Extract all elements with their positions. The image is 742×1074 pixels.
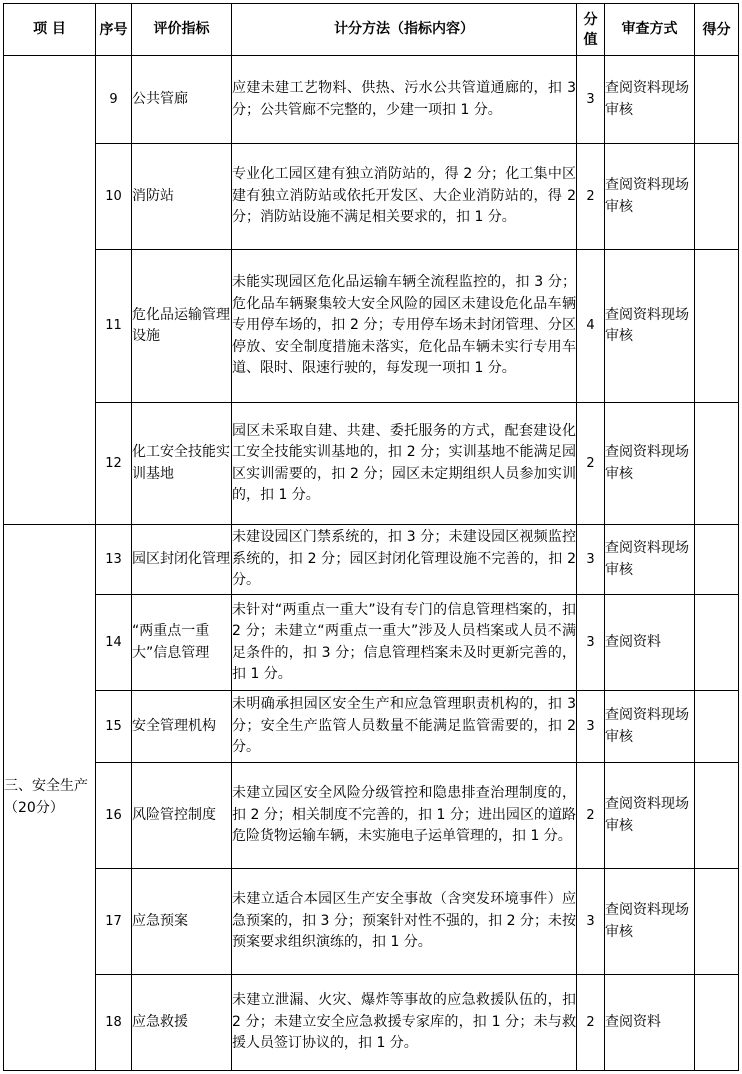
row-got [695, 691, 739, 763]
row-got [695, 975, 739, 1071]
row-method: 园区未采取自建、共建、委托服务的方式，配套建设化工安全技能实训基地的，扣 2 分；实训基地不能满足园区实训需要的，扣 2 分；园区未定期组织人员参加实训的，扣 1 分。 [232, 403, 577, 525]
row-no: 15 [96, 691, 132, 763]
row-review: 查阅资料现场审核 [605, 691, 695, 763]
row-score: 3 [577, 525, 605, 595]
row-indicator: 危化品运输管理设施 [132, 250, 232, 403]
row-indicator: 消防站 [132, 144, 232, 250]
header-method: 计分方法（指标内容） [232, 4, 577, 56]
row-method: 应建未建工艺物料、供热、污水公共管道通廊的，扣 3 分；公共管廊不完整的，少建一项扣 1 分。 [232, 56, 577, 144]
row-score: 2 [577, 975, 605, 1071]
row-method: 专业化工园区建有独立消防站的，得 2 分；化工集中区建有独立消防站或依托开发区、大企业消防站的，得 2 分；消防站设施不满足相关要求的，扣 1 分。 [232, 144, 577, 250]
header-review: 审查方式 [605, 4, 695, 56]
row-no: 17 [96, 869, 132, 975]
row-no: 9 [96, 56, 132, 144]
row-got [695, 763, 739, 869]
row-score: 3 [577, 56, 605, 144]
row-review: 查阅资料 [605, 595, 695, 691]
row-got [695, 525, 739, 595]
evaluation-table [3, 3, 739, 1071]
table-row [4, 869, 739, 975]
row-review: 查阅资料 [605, 975, 695, 1071]
section-cell-prev [4, 56, 96, 525]
row-method: 未能实现园区危化品运输车辆全流程监控的，扣 3 分；危化品车辆聚集较大安全风险的园区未建设危化品车辆专用停车场的，扣 2 分；专用停车场未封闭管理、分区停放、安全制度措施未落实，危化品车辆未实行专用车道、限时、限速行驶的，每发现一项扣 1 分。 [232, 250, 577, 403]
row-score: 2 [577, 763, 605, 869]
row-method: 未针对“两重点一重大”设有专门的信息管理档案的，扣 2 分；未建立“两重点一重大”涉及人员档案或人员不满足条件的，扣 3 分；信息管理档案未及时更新完善的，扣 1 分。 [232, 595, 577, 691]
row-indicator: 化工安全技能实训基地 [132, 403, 232, 525]
row-got [695, 595, 739, 691]
table-row [4, 975, 739, 1071]
section-cell-safety: 三、安全生产（20分） [4, 525, 96, 1071]
table-row [4, 763, 739, 869]
row-method: 未建设园区门禁系统的，扣 3 分；未建设园区视频监控系统的，扣 2 分；园区封闭化管理设施不完善的，扣 2 分。 [232, 525, 577, 595]
table-row [4, 691, 739, 763]
row-score: 2 [577, 403, 605, 525]
header-got: 得分 [695, 4, 739, 56]
row-review: 查阅资料现场审核 [605, 763, 695, 869]
header-indicator: 评价指标 [132, 4, 232, 56]
table-row [4, 56, 739, 144]
row-no: 13 [96, 525, 132, 595]
row-score: 3 [577, 869, 605, 975]
row-method: 未建立适合本园区生产安全事故（含突发环境事件）应急预案的，扣 3 分；预案针对性不强的，扣 2 分；未按预案要求组织演练的，扣 1 分。 [232, 869, 577, 975]
table-row [4, 595, 739, 691]
row-got [695, 56, 739, 144]
row-method: 未明确承担园区安全生产和应急管理职责机构的，扣 3 分；安全生产监管人员数量不能满足监管需要的，扣 2 分。 [232, 691, 577, 763]
row-got [695, 403, 739, 525]
row-indicator: “两重点一重大”信息管理 [132, 595, 232, 691]
table-row [4, 250, 739, 403]
row-got [695, 250, 739, 403]
row-review: 查阅资料现场审核 [605, 403, 695, 525]
row-score: 2 [577, 144, 605, 250]
row-indicator: 风险管控制度 [132, 763, 232, 869]
row-review: 查阅资料现场审核 [605, 525, 695, 595]
row-score: 3 [577, 691, 605, 763]
row-no: 11 [96, 250, 132, 403]
table-row [4, 144, 739, 250]
row-no: 14 [96, 595, 132, 691]
row-review: 查阅资料现场审核 [605, 250, 695, 403]
row-indicator: 安全管理机构 [132, 691, 232, 763]
row-no: 16 [96, 763, 132, 869]
header-score: 分值 [577, 4, 605, 56]
row-indicator: 园区封闭化管理 [132, 525, 232, 595]
row-no: 10 [96, 144, 132, 250]
row-no: 12 [96, 403, 132, 525]
row-got [695, 869, 739, 975]
row-review: 查阅资料现场审核 [605, 56, 695, 144]
row-indicator: 公共管廊 [132, 56, 232, 144]
row-review: 查阅资料现场审核 [605, 144, 695, 250]
row-score: 4 [577, 250, 605, 403]
table-row [4, 525, 739, 595]
row-indicator: 应急救援 [132, 975, 232, 1071]
row-indicator: 应急预案 [132, 869, 232, 975]
row-score: 3 [577, 595, 605, 691]
header-no: 序号 [96, 4, 132, 56]
header-item: 项 目 [4, 4, 96, 56]
row-no: 18 [96, 975, 132, 1071]
table-row [4, 403, 739, 525]
row-review: 查阅资料现场审核 [605, 869, 695, 975]
header-row [4, 4, 739, 56]
row-method: 未建立泄漏、火灾、爆炸等事故的应急救援队伍的，扣 2 分；未建立安全应急救援专家库的，扣 1 分；未与救援人员签订协议的，扣 1 分。 [232, 975, 577, 1071]
row-method: 未建立园区安全风险分级管控和隐患排查治理制度的，扣 2 分；相关制度不完善的，扣 1 分；进出园区的道路危险货物运输车辆，未实施电子运单管理的，扣 1 分。 [232, 763, 577, 869]
row-got [695, 144, 739, 250]
